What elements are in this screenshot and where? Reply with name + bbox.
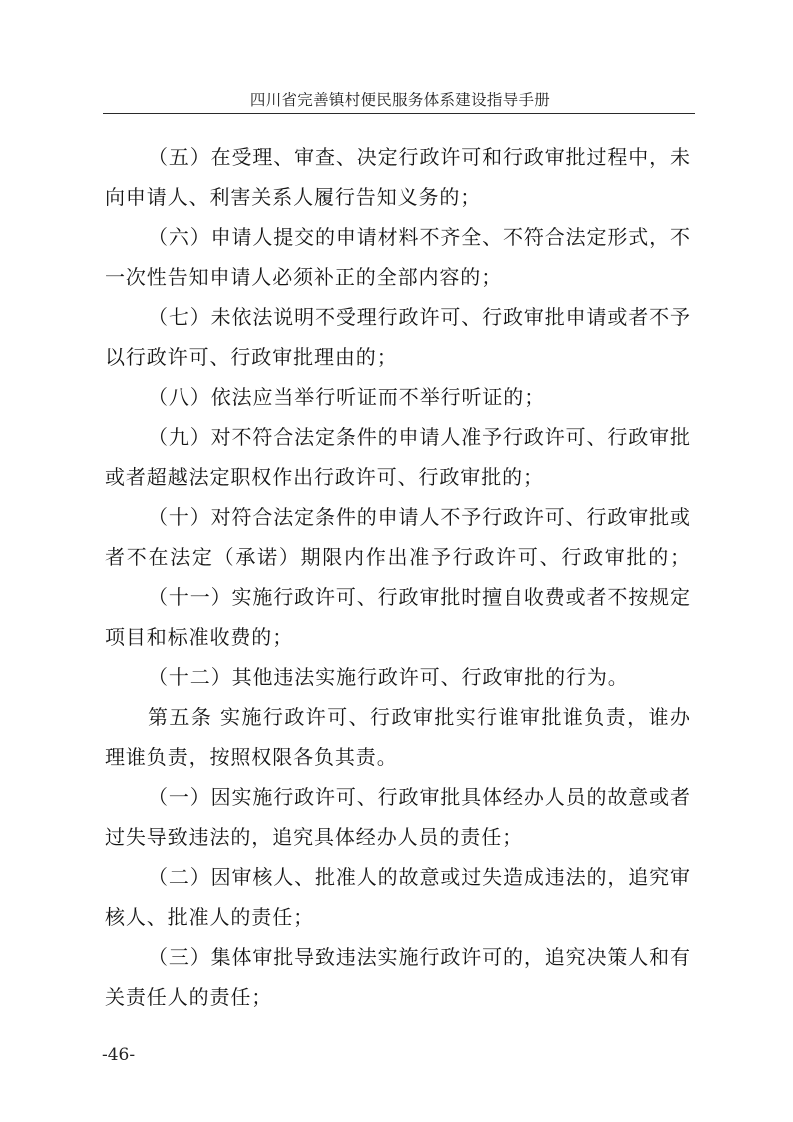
paragraph-line: 者不在法定（承诺）期限内作出准予行政许可、行政审批的； bbox=[105, 545, 690, 569]
paragraph-item-6 bbox=[105, 217, 690, 297]
paragraph-line: 项目和标准收费的； bbox=[105, 625, 294, 649]
paragraph-line: 或者超越法定职权作出行政许可、行政审批的； bbox=[105, 465, 544, 489]
body-text bbox=[105, 137, 690, 1017]
paragraph-line: 理谁负责，按照权限各负其责。 bbox=[105, 745, 398, 769]
paragraph-line: （十一）实施行政许可、行政审批时擅自收费或者不按规定 bbox=[148, 585, 690, 609]
paragraph-line: （十）对符合法定条件的申请人不予行政许可、行政审批或 bbox=[148, 505, 690, 529]
paragraph-line: 以行政许可、行政审批理由的； bbox=[105, 345, 398, 369]
paragraph-item-10 bbox=[105, 497, 690, 577]
paragraph-item-12 bbox=[105, 657, 690, 697]
paragraph-item-11 bbox=[105, 577, 690, 657]
paragraph-line: 第五条 实施行政许可、行政审批实行谁审批谁负责，谁办 bbox=[148, 705, 690, 729]
paragraph-item-7 bbox=[105, 297, 690, 377]
paragraph-line: 过失导致违法的，追究具体经办人员的责任； bbox=[105, 825, 523, 849]
paragraph-item-8 bbox=[105, 377, 690, 417]
paragraph-line: 向申请人、利害关系人履行告知义务的； bbox=[105, 185, 482, 209]
paragraph-item-5 bbox=[105, 137, 690, 217]
paragraph-line: （七）未依法说明不受理行政许可、行政审批申请或者不予 bbox=[148, 305, 690, 329]
paragraph-item-9 bbox=[105, 417, 690, 497]
paragraph-line: （六）申请人提交的申请材料不齐全、不符合法定形式，不 bbox=[148, 225, 690, 249]
paragraph-line: （八）依法应当举行听证而不举行听证的； bbox=[148, 385, 546, 409]
running-header: 四川省完善镇村便民服务体系建设指导手册 bbox=[249, 91, 551, 109]
article-5-item-3 bbox=[105, 937, 690, 1017]
paragraph-line: （一）因实施行政许可、行政审批具体经办人员的故意或者 bbox=[148, 785, 690, 809]
paragraph-line: 一次性告知申请人必须补正的全部内容的； bbox=[105, 265, 503, 289]
paragraph-line: （二）因审核人、批准人的故意或过失造成违法的，追究审 bbox=[148, 865, 690, 889]
paragraph-line: （九）对不符合法定条件的申请人准予行政许可、行政审批 bbox=[148, 425, 690, 449]
paragraph-line: （十二）其他违法实施行政许可、行政审批的行为。 bbox=[148, 665, 629, 689]
page-number: -46- bbox=[102, 1045, 136, 1065]
paragraph-line: （三）集体审批导致违法实施行政许可的，追究决策人和有 bbox=[148, 945, 690, 969]
article-5-item-2 bbox=[105, 857, 690, 937]
paragraph-line: 关责任人的责任； bbox=[105, 985, 273, 1009]
paragraph-line: 核人、批准人的责任； bbox=[105, 905, 314, 929]
paragraph-line: （五）在受理、审查、决定行政许可和行政审批过程中，未 bbox=[148, 145, 690, 169]
header-rule bbox=[103, 113, 695, 114]
article-5-paragraph bbox=[105, 697, 690, 777]
article-5-item-1 bbox=[105, 777, 690, 857]
